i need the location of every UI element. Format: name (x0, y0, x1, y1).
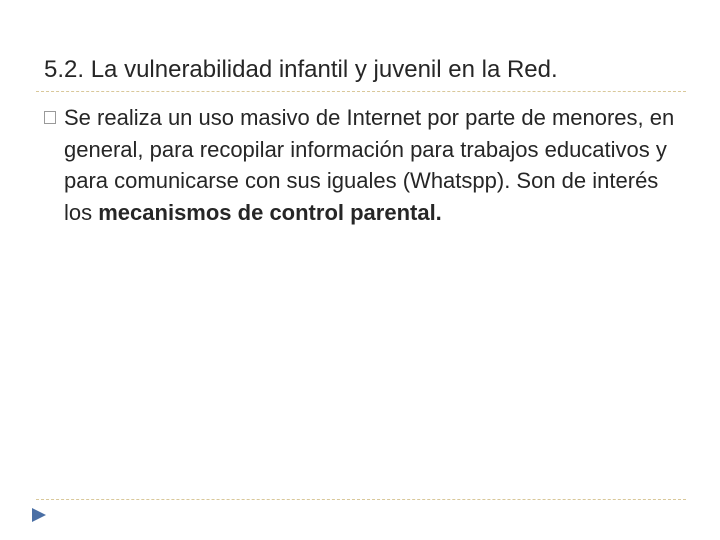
bullet-list (44, 102, 684, 228)
bullet-body-text: Se realiza un uso masivo de Internet por parte de menores, en general, para recopilar información para trabajos educativos y para comunicarse con sus iguales (Whatspp). Son de interés los (64, 105, 675, 225)
title-divider (36, 91, 686, 92)
play-arrow-icon[interactable] (31, 507, 47, 523)
square-bullet-icon (44, 111, 56, 124)
bullet-text (64, 105, 674, 225)
bullet-bold-text: mecanismos de control parental. (98, 199, 442, 225)
footer-divider (36, 499, 686, 500)
bullet-item (44, 102, 684, 228)
slide-title: 5.2. La vulnerabilidad infantil y juvenil en la Red. (44, 56, 558, 83)
